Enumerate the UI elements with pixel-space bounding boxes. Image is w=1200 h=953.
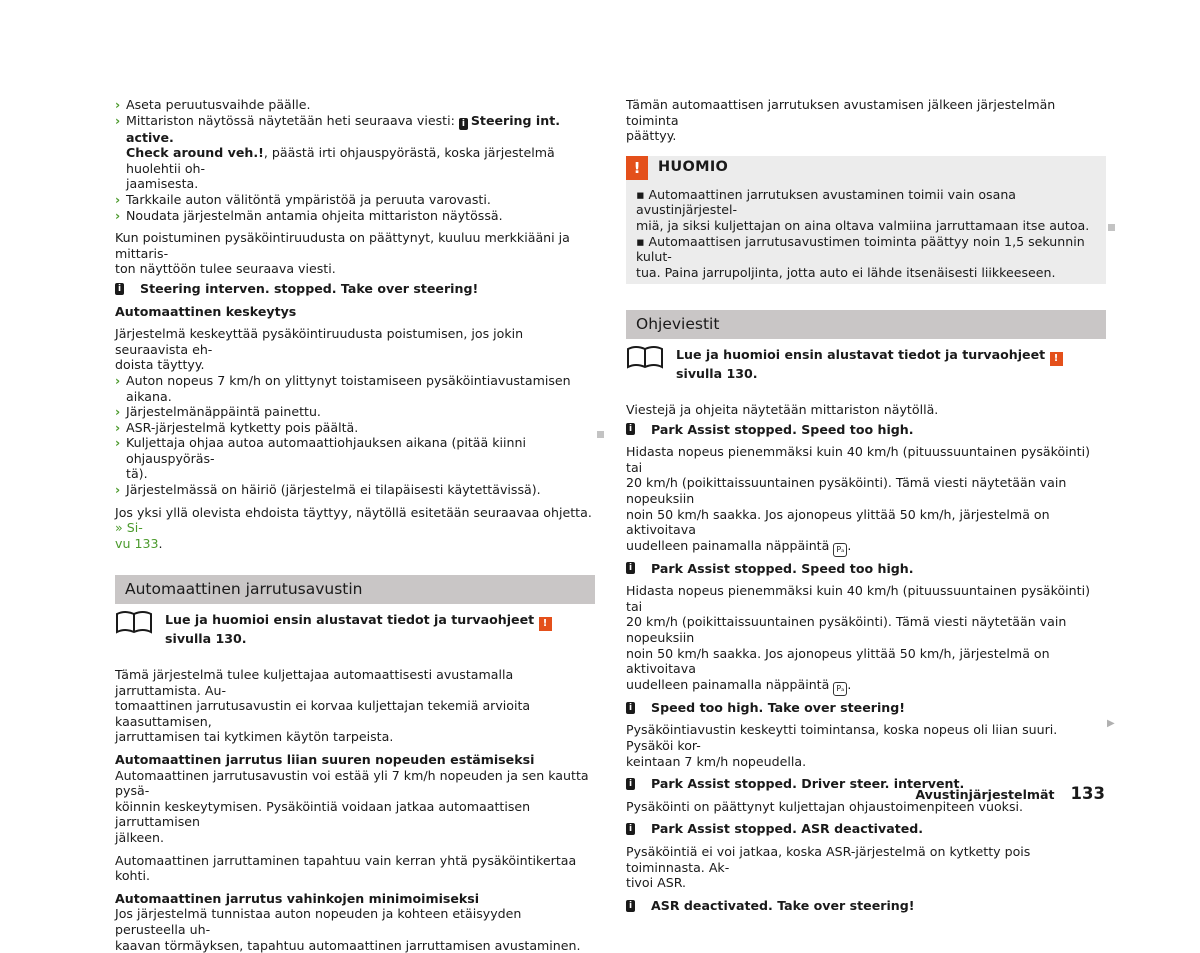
chapter-name: Avustinjärjestelmät <box>915 787 1055 802</box>
info-icon: i <box>626 562 635 574</box>
page-footer <box>915 786 1105 803</box>
section-end-marker <box>597 431 604 438</box>
list-item: › Kuljettaja ohjaa autoa automaattiohjauksen aikana (pitää kiinni ohjauspyöräs- tä). <box>115 435 526 482</box>
paragraph: Pysäköintiä ei voi jatkaa, koska ASR-järjestelmä on kytketty pois toiminnasta. Ak- tivoi ASR. <box>626 844 1031 891</box>
section-end-marker <box>1108 224 1115 231</box>
display-message: i Park Assist stopped. Speed too high. <box>626 422 1106 438</box>
caution-box <box>626 156 1106 285</box>
chevron-right-icon: › <box>115 191 121 207</box>
list-item: › Järjestelmänäppäintä painettu. <box>115 404 321 420</box>
chevron-right-icon: › <box>115 207 121 223</box>
info-icon: i <box>115 283 124 295</box>
subheading: Automaattinen keskeytys <box>115 303 297 319</box>
info-icon: i <box>626 778 635 790</box>
warning-icon: ! <box>1050 352 1063 366</box>
list-item: › Tarkkaile auton välitöntä ympäristöä ja peruuta varovasti. <box>115 191 491 207</box>
info-icon: i <box>459 118 468 130</box>
caution-item: ▪ Automaattisen jarrutusavustimen toiminta päättyy noin 1,5 sekunnin kulut- tua. Paina jarrupoljinta, jotta auto ei lähde itsenäisesti liikkeeseen. <box>636 233 1085 280</box>
info-icon: i <box>626 423 635 435</box>
page-link[interactable]: vu 133 <box>115 535 159 551</box>
list-item: › Järjestelmässä on häiriö (järjestelmä ei tilapäisesti käytettävissä). <box>115 482 541 498</box>
chevron-right-icon: › <box>115 112 121 128</box>
subheading: Automaattinen jarrutus vahinkojen minimoimiseksi <box>115 890 480 906</box>
chevron-right-icon: › <box>115 435 121 451</box>
subheading: Automaattinen jarrutus liian suuren nopeuden estämiseksi <box>115 752 535 767</box>
display-message: i Park Assist stopped. ASR deactivated. <box>626 821 1106 837</box>
paragraph: Kun poistuminen pysäköintiruudusta on päättynyt, kuuluu merkkiääni ja mittaris- ton näyttöön tulee seuraava viesti. <box>115 230 570 277</box>
display-message: i Speed too high. Take over steering! <box>626 700 1106 716</box>
read-first-notice: Lue ja huomioi ensin alustavat tiedot ja turvaohjeet ! sivulla 130. <box>115 612 595 647</box>
display-message: i Park Assist stopped. Driver steer. intervent. <box>626 776 1106 792</box>
book-icon <box>115 609 153 635</box>
display-message: i ASR deactivated. Take over steering! <box>626 898 1106 914</box>
caution-body <box>626 180 1106 285</box>
section-title: Ohjeviestit <box>626 310 1106 339</box>
park-assist-key-icon: Pₐ <box>833 682 847 696</box>
page-number: 133 <box>1070 784 1105 803</box>
display-message: i Steering interven. stopped. Take over steering! <box>115 281 595 297</box>
info-icon: i <box>626 823 635 835</box>
paragraph: Tämä järjestelmä tulee kuljettajaa automaattisesti avustamalla jarruttamista. Au- tomaattinen jarrutusavustin ei korvaa kuljettajan tekemiä arvioita kaasuttamisen, jarruttamisen tai kytkimen käytön tarpeista. <box>115 667 531 745</box>
book-icon <box>626 344 664 370</box>
step-list <box>115 97 595 223</box>
caution-item: ▪ Automaattinen jarrutuksen avustaminen toimii vain osana avustinjärjestel- miä, ja siksi kuljettajan on aina oltava valmiina jarruttamaan itse autoa. <box>636 186 1090 233</box>
caution-header <box>626 156 1106 180</box>
continue-arrow-icon: ▶ <box>1107 718 1115 729</box>
paragraph: Tämän automaattisen jarrutuksen avustamisen jälkeen järjestelmän toiminta päättyy. <box>626 97 1056 144</box>
condition-list <box>115 373 595 498</box>
paragraph: Viestejä ja ohjeita näytetään mittariston näytöllä. <box>626 401 939 417</box>
list-item: › ASR-järjestelmä kytketty pois päältä. <box>115 419 359 435</box>
read-first-notice: Lue ja huomioi ensin alustavat tiedot ja turvaohjeet ! sivulla 130. <box>626 347 1106 382</box>
paragraph: Järjestelmä keskeyttää pysäköintiruudusta poistumisen, jos jokin seuraavista eh- doista täyttyy. <box>115 326 524 373</box>
info-icon: i <box>626 702 635 714</box>
paragraph: Pysäköinti on päättynyt kuljettajan ohjaustoimenpiteen vuoksi. <box>626 798 1024 814</box>
info-icon: i <box>626 900 635 912</box>
warning-icon: ! <box>539 617 552 631</box>
paragraph: Hidasta nopeus pienemmäksi kuin 40 km/h (pituussuuntainen pysäköinti) tai 20 km/h (poikittaissuuntainen pysäköinti). Tämä viesti näytetään vain nopeuksiin noin 50 km/h saakka. Jos ajonopeus ylittää 50 km/h, järjestelmä on aktivoitava uudelleen painamalla näppäintä Pₐ . <box>626 444 1106 557</box>
park-assist-key-icon: Pₐ <box>833 543 847 557</box>
chevron-right-icon: › <box>115 404 121 420</box>
chevron-right-icon: › <box>115 372 121 388</box>
chevron-right-icon: › <box>115 419 121 435</box>
paragraph: Automaattinen jarruttaminen tapahtuu vain kerran yhtä pysäköintikertaa kohti. <box>115 852 577 884</box>
list-item: › Aseta peruutusvaihde päälle. <box>115 97 311 112</box>
caution-title: HUOMIO <box>658 158 729 175</box>
list-item: › Noudata järjestelmän antamia ohjeita mittariston näytössä. <box>115 207 503 223</box>
chevron-right-icon: › <box>115 97 121 112</box>
paragraph: Pysäköintiavustin keskeytti toimintansa, koska nopeus oli liian suuri. Pysäköi kor- keintaan 7 km/h nopeudella. <box>626 722 1058 769</box>
page-link[interactable]: » Si- <box>115 520 143 536</box>
left-column <box>115 97 595 953</box>
paragraph: Jos yksi yllä olevista ehdoista täyttyy, näytöllä esitetään seuraavaa ohjetta. » Si- vu 133. <box>115 504 592 551</box>
warning-icon: ! <box>626 156 648 180</box>
paragraph: Automaattinen jarrutusavustin voi estää yli 7 km/h nopeuden ja sen kautta pysä- köinnin keskeytymisen. Pysäköintiä voidaan jatkaa automaattisen jarruttamisen jälkeen. <box>115 767 589 845</box>
paragraph: Jos järjestelmä tunnistaa auton nopeuden ja kohteen etäisyyden perusteella uh- kaavan törmäyksen, tapahtuu automaattinen jarruttamisen avustaminen. <box>115 906 581 953</box>
section-title: Automaattinen jarrutusavustin <box>115 575 595 604</box>
list-item: › Mittariston näytössä näytetään heti seuraava viesti: i Steering int. active. Check around veh.!, päästä irti ohjauspyörästä, koska järjestelmä huolehtii oh- jaamisesta. <box>115 112 561 192</box>
display-message: i Park Assist stopped. Speed too high. <box>626 561 1106 577</box>
chevron-right-icon: › <box>115 482 121 498</box>
list-item: › Auton nopeus 7 km/h on ylittynyt toistamiseen pysäköintiavustamisen aikana. <box>115 372 571 404</box>
paragraph: Hidasta nopeus pienemmäksi kuin 40 km/h (pituussuuntainen pysäköinti) tai 20 km/h (poikittaissuuntainen pysäköinti). Tämä viesti näytetään vain nopeuksiin noin 50 km/h saakka. Jos ajonopeus ylittää 50 km/h, järjestelmä on aktivoitava uudelleen painamalla näppäintä Pₐ . <box>626 583 1106 696</box>
